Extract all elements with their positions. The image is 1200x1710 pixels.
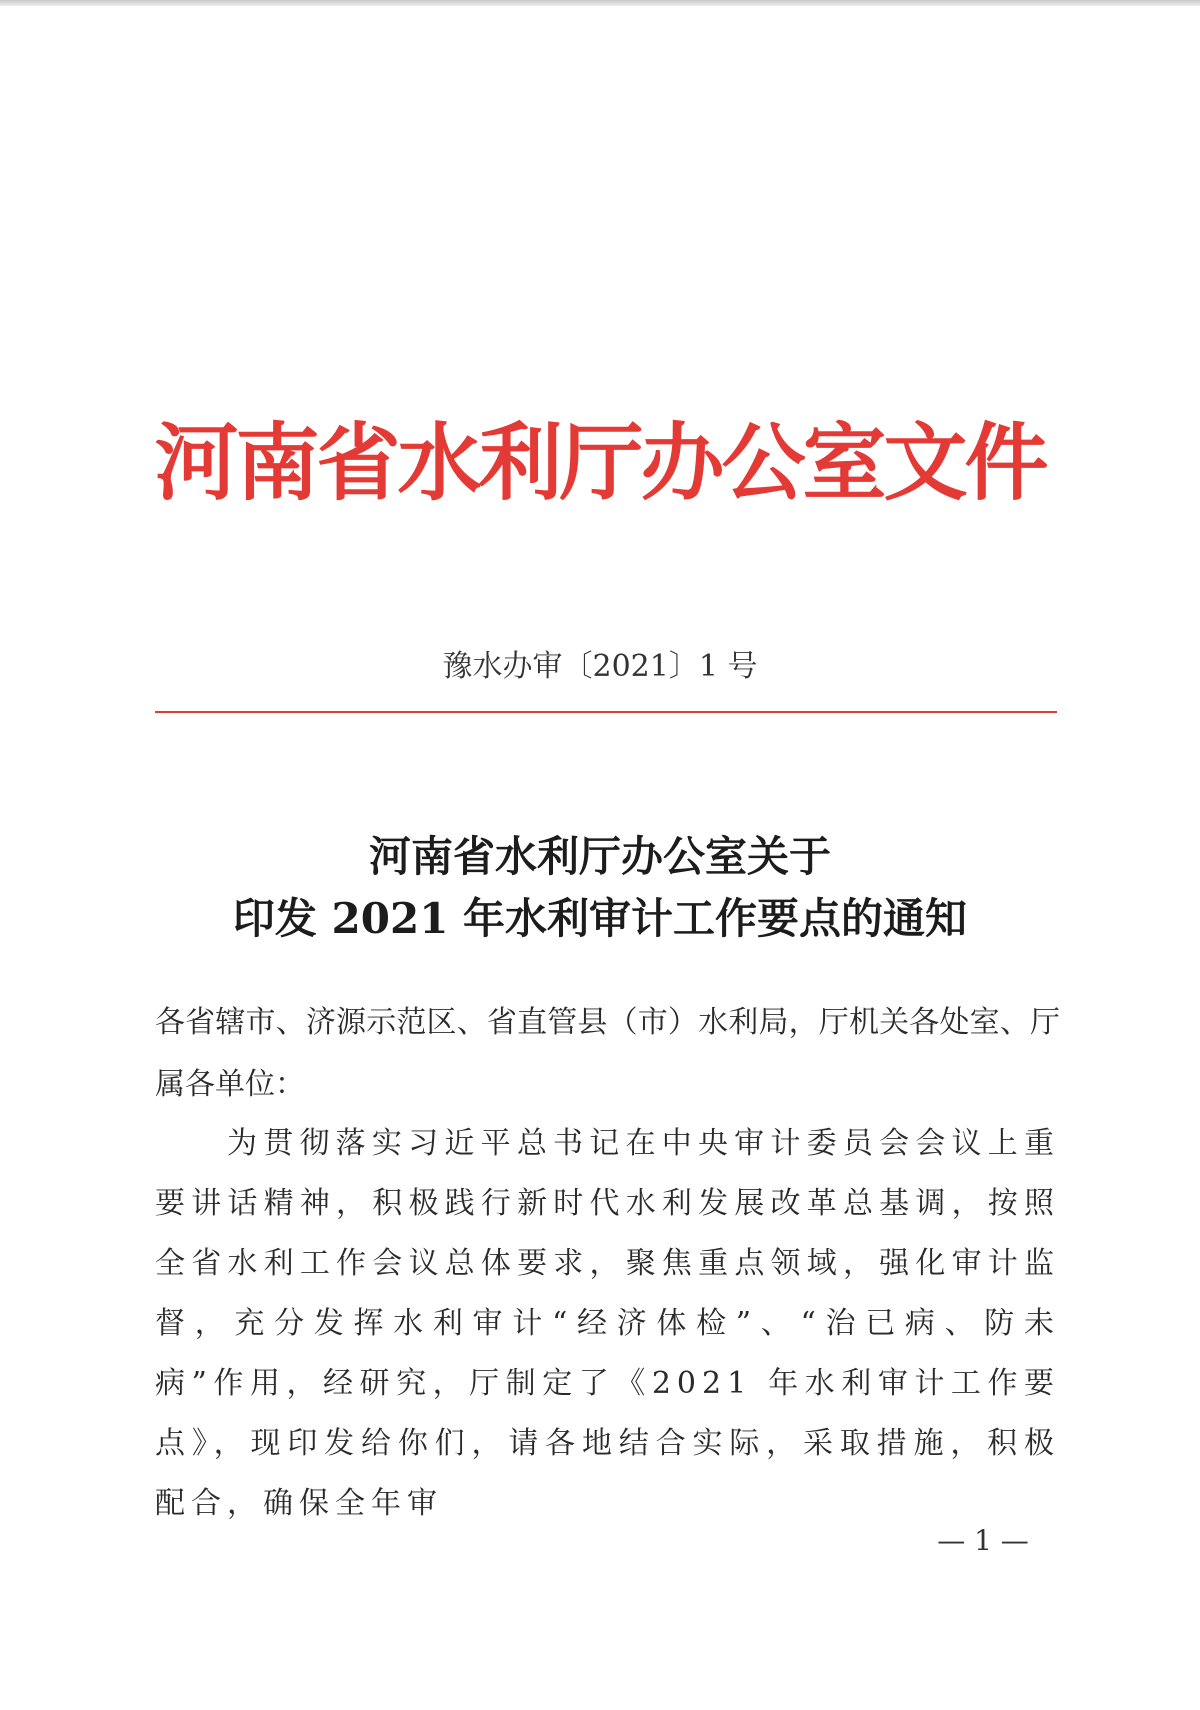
red-divider-line (155, 711, 1057, 713)
salutation: 各省辖市、济源示范区、省直管县（市）水利局，厅机关各处室、厅属各单位： (155, 1005, 1060, 1102)
notice-title (0, 826, 1200, 950)
document-header-title: 河南省水利厅办公室文件 (154, 414, 1046, 512)
page-number: — 1 — (937, 1524, 1029, 1557)
document-number: 豫水办审〔2021〕1 号 (442, 649, 758, 684)
notice-title-line-1: 河南省水利厅办公室关于 (368, 832, 831, 881)
notice-title-line-2: 印发 2021 年水利审计工作要点的通知 (232, 894, 968, 943)
scan-edge (0, 0, 1200, 6)
body-paragraph: 为贯彻落实习近平总书记在中央审计委员会会议上重要讲话精神，积极践行新时代水利发展改革总基调，按照全省水利工作会议总体要求，聚焦重点领域，强化审计监督，充分发挥水利审计“经济体检”、“治已病、防未病”作用，经研究，厅制定了《2021 年水利审计工作要点》，现印发给你们，请各地结合实际，采取措施，积极配合，确保全年审 (155, 1126, 1060, 1521)
